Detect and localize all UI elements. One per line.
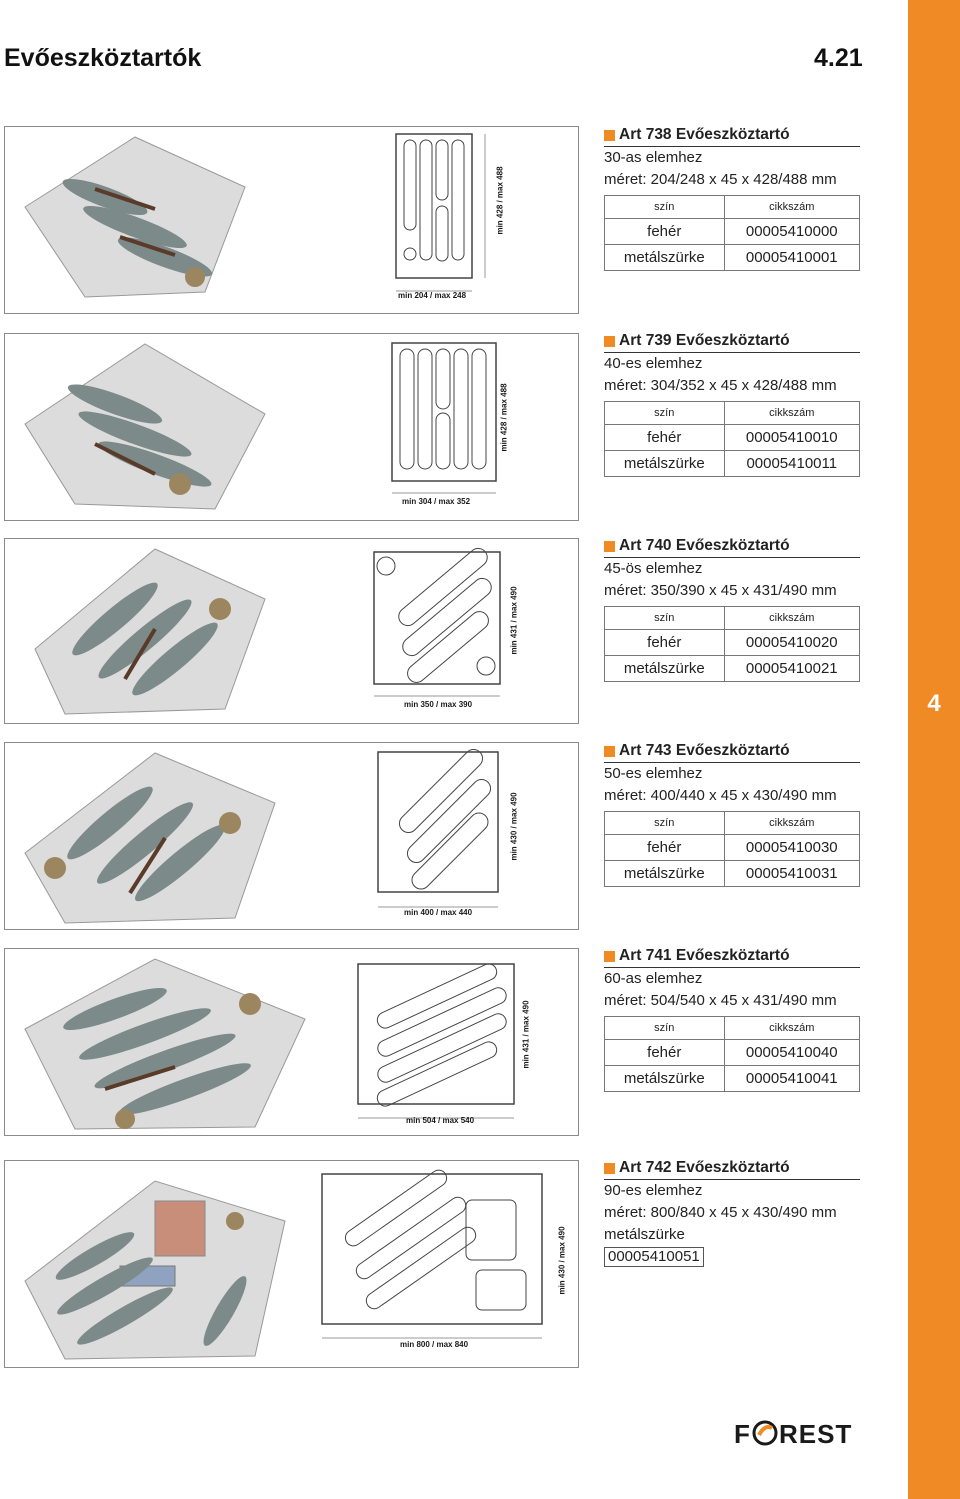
variant-color: metálszürke	[605, 1066, 725, 1092]
col-color-header: szín	[605, 812, 725, 835]
page-number: 4.21	[814, 44, 863, 72]
dimension-height: min 428 / max 488	[495, 166, 505, 235]
variant-code: 00005410031	[724, 861, 859, 887]
variant-table	[604, 195, 860, 271]
dimension-height: min 431 / max 490	[509, 586, 519, 655]
dimension-width: min 204 / max 248	[398, 291, 467, 300]
product-size: méret: 204/248 x 45 x 428/488 mm	[604, 171, 837, 188]
col-code-header: cikkszám	[724, 812, 859, 835]
dimension-width: min 504 / max 540	[406, 1116, 475, 1125]
product-subtitle: 45-ös elemhez	[604, 560, 703, 577]
product-title: Art 742 Evőeszköztartó	[619, 1159, 790, 1176]
dimension-width: min 304 / max 352	[402, 497, 471, 506]
variant-table	[604, 1016, 860, 1092]
variant-code: 00005410011	[724, 451, 859, 477]
product-subtitle: 30-as elemhez	[604, 149, 703, 166]
bullet-square-icon	[604, 336, 615, 347]
forest-logo-mark	[734, 1418, 854, 1448]
variant-code: 00005410040	[724, 1040, 859, 1066]
bullet-square-icon	[604, 1163, 615, 1174]
product-subtitle: 40-es elemhez	[604, 355, 703, 372]
dimension-width: min 350 / max 390	[404, 700, 473, 709]
product-size: méret: 304/352 x 45 x 428/488 mm	[604, 377, 837, 394]
product-color: metálszürke	[604, 1226, 685, 1243]
col-code-header: cikkszám	[724, 1017, 859, 1040]
tray-drawing-743	[370, 742, 576, 928]
tray-drawing-742	[316, 1160, 576, 1366]
col-color-header: szín	[605, 196, 725, 219]
variant-table	[604, 401, 860, 477]
variant-color: metálszürke	[605, 656, 725, 682]
product-title: Art 739 Evőeszköztartó	[619, 332, 790, 349]
dimension-height: min 430 / max 490	[557, 1226, 567, 1295]
product-subtitle: 50-es elemhez	[604, 765, 703, 782]
product-info-743	[604, 740, 860, 887]
product-size: méret: 504/540 x 45 x 431/490 mm	[604, 992, 837, 1009]
dimension-height: min 431 / max 490	[521, 1000, 531, 1069]
dimension-width: min 400 / max 440	[404, 908, 473, 917]
dimension-height: min 430 / max 490	[509, 792, 519, 861]
product-title: Art 741 Evőeszköztartó	[619, 947, 790, 964]
product-info-738	[604, 124, 860, 271]
product-info-740	[604, 535, 860, 682]
variant-color: metálszürke	[605, 451, 725, 477]
tray-drawing-739	[388, 333, 576, 519]
svg-text:REST: REST	[779, 1419, 853, 1448]
chapter-sidebar	[908, 0, 960, 1499]
tray-drawing-738	[390, 126, 576, 312]
col-code-header: cikkszám	[724, 402, 859, 425]
bullet-square-icon	[604, 130, 615, 141]
variant-code: 00005410001	[724, 245, 859, 271]
product-size: méret: 800/840 x 45 x 430/490 mm	[604, 1204, 837, 1221]
bullet-square-icon	[604, 951, 615, 962]
variant-table	[604, 606, 860, 682]
col-color-header: szín	[605, 1017, 725, 1040]
col-code-header: cikkszám	[724, 196, 859, 219]
variant-table	[604, 811, 860, 887]
product-title: Art 738 Evőeszköztartó	[619, 126, 790, 143]
variant-color: metálszürke	[605, 245, 725, 271]
tray-drawing-741	[352, 948, 576, 1134]
svg-text:F: F	[734, 1419, 751, 1448]
variant-code: 00005410020	[724, 630, 859, 656]
tray-drawing-740	[368, 538, 576, 722]
product-subtitle: 90-es elemhez	[604, 1182, 703, 1199]
col-color-header: szín	[605, 402, 725, 425]
chapter-number: 4	[927, 690, 941, 717]
variant-color: metálszürke	[605, 861, 725, 887]
col-code-header: cikkszám	[724, 607, 859, 630]
col-color-header: szín	[605, 607, 725, 630]
dimension-width: min 800 / max 840	[400, 1340, 469, 1349]
variant-code: 00005410010	[724, 425, 859, 451]
forest-logo	[734, 1418, 854, 1448]
bullet-square-icon	[604, 541, 615, 552]
variant-color: fehér	[605, 425, 725, 451]
variant-code: 00005410030	[724, 835, 859, 861]
product-size: méret: 350/390 x 45 x 431/490 mm	[604, 582, 837, 599]
bullet-square-icon	[604, 746, 615, 757]
product-info-742	[604, 1157, 860, 1268]
product-title: Art 740 Evőeszköztartó	[619, 537, 790, 554]
product-subtitle: 60-as elemhez	[604, 970, 703, 987]
product-info-739	[604, 330, 860, 477]
variant-color: fehér	[605, 630, 725, 656]
variant-code: 00005410000	[724, 219, 859, 245]
variant-code: 00005410021	[724, 656, 859, 682]
variant-color: fehér	[605, 835, 725, 861]
variant-color: fehér	[605, 219, 725, 245]
product-info-741	[604, 945, 860, 1092]
variant-code: 00005410041	[724, 1066, 859, 1092]
product-size: méret: 400/440 x 45 x 430/490 mm	[604, 787, 837, 804]
variant-color: fehér	[605, 1040, 725, 1066]
page-title: Evőeszköztartók	[4, 44, 202, 72]
product-title: Art 743 Evőeszköztartó	[619, 742, 790, 759]
dimension-height: min 428 / max 488	[499, 383, 509, 452]
product-code: 00005410051	[604, 1247, 704, 1267]
